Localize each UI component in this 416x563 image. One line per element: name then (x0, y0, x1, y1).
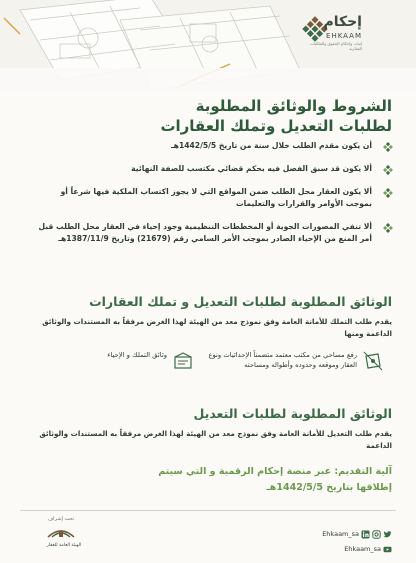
conditions-list (34, 140, 394, 256)
doc-item-ownership (44, 350, 194, 372)
main-title (92, 96, 392, 136)
ownership-docs-text: يقدم طلب التملك للأمانة العامة وفق نموذج معد من الهيئة لهذا الغرض مرفقاً به المستندات والوثائق الداعمة ومنها (42, 317, 392, 338)
amendment-docs-text: يقدم طلب التعديل للأمانة العامة وفق نموذج معد من الهيئة لهذا الغرض مرفقاً به المستندات والوثائق الداعمة (39, 429, 392, 450)
amendment-docs-title: الوثائق المطلوبة لطلبات التعديل (193, 406, 392, 421)
title-line-2: لطلبات التعديل وتملك العقارات (160, 117, 392, 135)
survey-plan-icon (362, 350, 384, 372)
condition-text: ألا يكون العقار محل الطلب ضمن المواقع التي لا يجوز اكتساب الملكية فيها شرعاً أو بموجب الأوامر والقرارات والتعليمات (60, 187, 372, 208)
social-handle-1[interactable]: Ehkaam_sa (322, 530, 359, 538)
ownership-docs-list (34, 350, 384, 392)
diamond-bullet-icon (382, 187, 394, 199)
condition-text: ألا تنفي المصورات الجوية أو المخططات التنظيمية وجود إحياء في العقار محل الطلب قبل أمر المنع من الإحياء الصادر بموجب الأمر السامي رقم (21679) وتاريخ 1387/11/9هـ (38, 222, 372, 243)
condition-item (34, 163, 394, 175)
ownership-docs-title: الوثائق المطلوبة لطلبات التعديل و تملك العقارات (89, 294, 392, 309)
social-links (252, 528, 392, 558)
social-handle-2[interactable]: Ehkaam_sa (344, 545, 381, 553)
sponsor-block (24, 516, 104, 558)
apply-line-2: إطلاقها بتاريخ 1442/5/5هـ (266, 482, 392, 493)
diamond-bullet-icon (382, 164, 394, 176)
sponsor-label: تحت إشراف (48, 516, 75, 522)
diamond-bullet-icon (382, 222, 394, 234)
youtube-icon[interactable] (383, 545, 392, 554)
diamond-bullet-icon (382, 141, 394, 153)
sponsor-org-name: الهيئة العامة للعقار (46, 543, 82, 548)
social-row-1[interactable] (252, 528, 392, 540)
real-estate-authority-logo-icon (46, 523, 76, 541)
doc-item-ownership-text: وثائق التملك و الإحياء (107, 351, 167, 359)
title-line-1: الشروط والوثائق المطلوبة (195, 97, 392, 115)
condition-text: أن يكون مقدم الطلب خلال سنة من تاريخ 1442/5/5هـ (171, 141, 372, 150)
apply-line-1: آلية التقديم: عبر منصة إحكام الرقمية و التي سيتم (158, 466, 392, 477)
condition-item (34, 221, 394, 245)
application-mechanism (32, 464, 392, 496)
brand-tagline: إثبات وإحكام الحقوق والملكيات العقارية (309, 41, 362, 51)
brand-name-ar: إحكام (323, 14, 362, 30)
building-document-icon (172, 350, 194, 372)
footer-divider (20, 510, 396, 511)
condition-text: ألا يكون قد سبق الفصل فيه بحكم قضائي مكتسب للصفة النهائية (131, 164, 372, 173)
linkedin-icon[interactable] (361, 530, 370, 539)
doc-item-survey (204, 350, 384, 372)
social-row-2[interactable] (252, 543, 392, 555)
condition-item (34, 186, 394, 210)
blueprint-header (0, 0, 416, 92)
doc-item-survey-text: رفع مساحي من مكتب معتمد متضمناً الإحداثيات ونوع العقار وموقعه وحدوده وأطواله ومساحته (208, 351, 357, 369)
ehkaam-logo (300, 10, 396, 62)
condition-item (34, 140, 394, 152)
twitter-icon[interactable] (383, 530, 392, 539)
brand-name-en: EHKAAM (326, 32, 362, 40)
instagram-icon[interactable] (372, 530, 381, 539)
